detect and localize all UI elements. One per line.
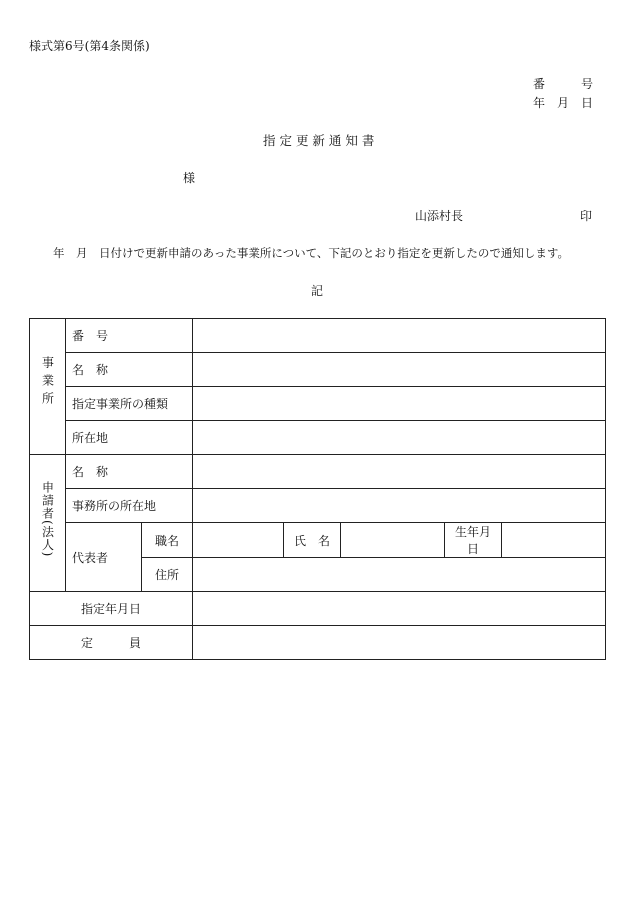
- applicant-group-text: 申請者(法人): [40, 481, 55, 558]
- birth-field[interactable]: [502, 523, 606, 558]
- applicant-address-field[interactable]: [193, 489, 606, 523]
- name-field[interactable]: [341, 523, 445, 558]
- date-label: 年 月 日: [533, 96, 594, 110]
- issuer: 山添村長: [415, 209, 464, 223]
- office-group-text: 事業所: [40, 356, 55, 410]
- representative-address-field[interactable]: [193, 558, 606, 592]
- seal-mark: 印: [580, 209, 593, 223]
- designation-date-field[interactable]: [193, 592, 606, 626]
- capacity-field[interactable]: [193, 626, 606, 660]
- office-address-field[interactable]: [193, 421, 606, 455]
- applicant-group-label: [30, 455, 66, 592]
- applicant-name-label: 名 称: [66, 455, 193, 489]
- capacity-label: 定 員: [30, 626, 193, 660]
- applicant-name-field[interactable]: [193, 455, 606, 489]
- info-table: [29, 318, 606, 660]
- applicant-address-label: 事務所の所在地: [66, 489, 193, 523]
- office-name-label: 名 称: [66, 353, 193, 387]
- representative-label: 代表者: [66, 523, 142, 592]
- form-number: 様式第6号(第4条関係): [29, 39, 150, 53]
- address-label: 住所: [142, 558, 193, 592]
- office-group-label: [30, 319, 66, 455]
- office-address-label: 所在地: [66, 421, 193, 455]
- name-label: 氏 名: [284, 523, 341, 558]
- number-label: 番 号: [533, 77, 594, 91]
- addressee-suffix: 様: [183, 171, 196, 185]
- ki-label: 記: [311, 284, 324, 298]
- office-number-field[interactable]: [193, 319, 606, 353]
- body-text: 年 月 日付けで更新申請のあった事業所について、下記のとおり指定を更新したので通知します。: [53, 246, 569, 260]
- designation-date-label: 指定年月日: [30, 592, 193, 626]
- office-name-field[interactable]: [193, 353, 606, 387]
- office-type-label: 指定事業所の種類: [66, 387, 193, 421]
- title-field[interactable]: [193, 523, 284, 558]
- title-label: 職名: [142, 523, 193, 558]
- office-type-field[interactable]: [193, 387, 606, 421]
- office-number-label: 番 号: [66, 319, 193, 353]
- document-title: 指 定 更 新 通 知 書: [263, 133, 375, 148]
- birth-label: 生年月日: [445, 523, 502, 558]
